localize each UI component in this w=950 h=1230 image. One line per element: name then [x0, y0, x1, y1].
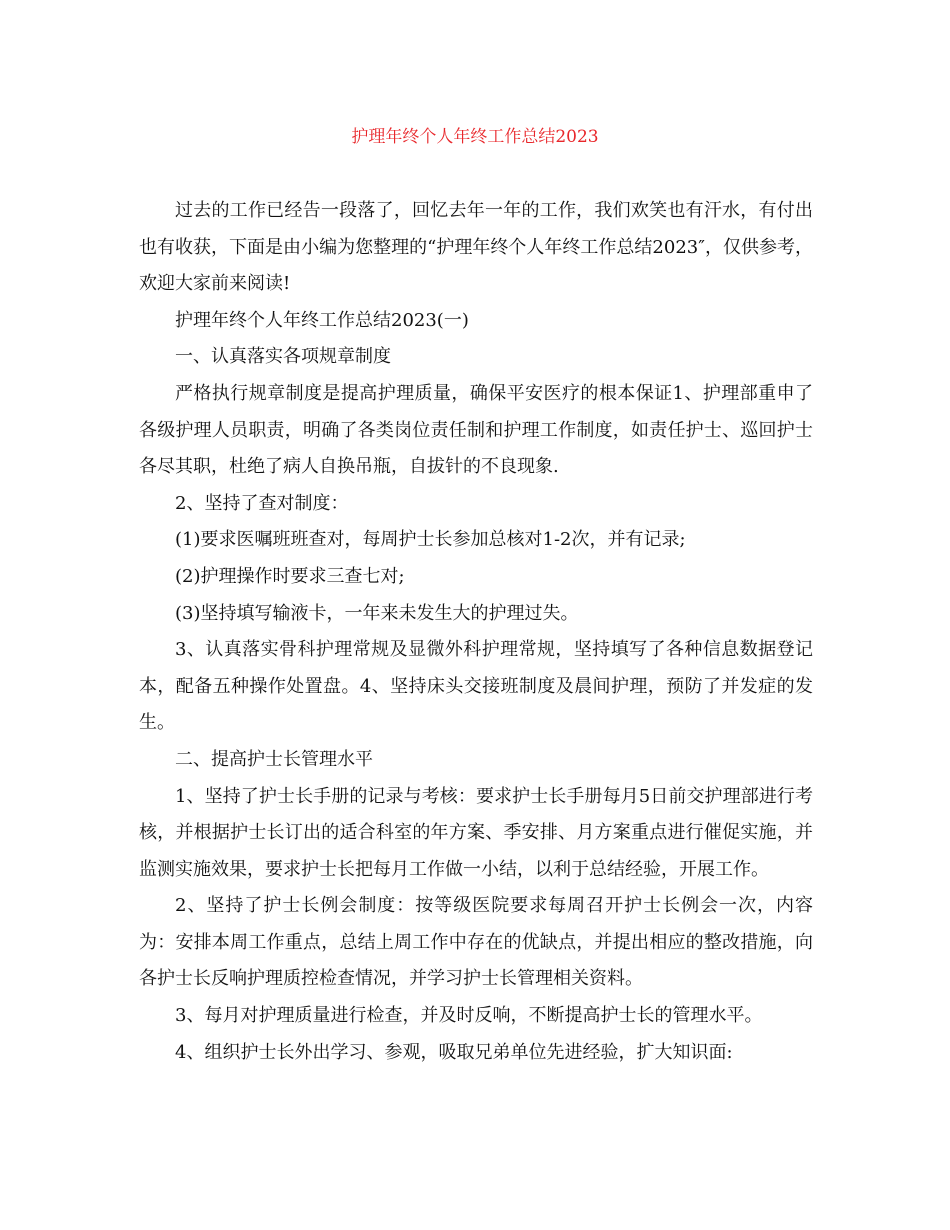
paragraph: 严格执行规章制度是提高护理质量，确保平安医疗的根本保证1、护理部重申了各级护理人员职责，明确了各类岗位责任制和护理工作制度，如责任护士、巡回护士各尽其职，杜绝了病人自换吊瓶，自拔针的不良现象.	[139, 382, 813, 478]
paragraph: (2)护理操作时要求三查七对;	[175, 565, 405, 587]
paragraph: 2、坚持了护士长例会制度：按等级医院要求每周召开护士长例会一次，内容为：安排本周工作重点，总结上周工作中存在的优缺点，并提出相应的整改措施，向各护士长反响护理质控检查情况，并学习护士长管理相关资料。	[139, 895, 813, 990]
paragraph: 4、组织护士长外出学习、参观，吸取兄弟单位先进经验，扩大知识面:	[175, 1041, 733, 1063]
paragraph: 过去的工作已经告一段落了，回忆去年一年的工作，我们欢笑也有汗水，有付出也有收获，下面是由小编为您整理的“护理年终个人年终工作总结2023″，仅供参考，欢迎大家前来阅读!	[139, 200, 813, 295]
document-title: 护理年终个人年终工作总结2023	[351, 127, 599, 147]
document-body	[139, 193, 813, 1071]
paragraph: 3、认真落实骨科护理常规及显微外科护理常规，坚持填写了各种信息数据登记本，配备五种操作处置盘。4、坚持床头交接班制度及晨间护理，预防了并发症的发生。	[139, 639, 813, 734]
paragraph: 二、提高护士长管理水平	[175, 748, 373, 770]
paragraph: 2、坚持了查对制度：	[175, 492, 349, 514]
paragraph: 一、认真落实各项规章制度	[175, 346, 391, 368]
paragraph: 护理年终个人年终工作总结2023(一)	[175, 309, 469, 331]
paragraph: 1、坚持了护士长手册的记录与考核：要求护士长手册每月5日前交护理部进行考核，并根据护士长订出的适合科室的年方案、季安排、月方案重点进行催促实施，并监测实施效果，要求护士长把每月工作做一小结，以利于总结经验，开展工作。	[139, 785, 813, 880]
paragraph: (3)坚持填写输液卡，一年来未发生大的护理过失。	[175, 602, 579, 624]
paragraph: (1)要求医嘱班班查对，每周护士长参加总核对1-2次，并有记录;	[175, 529, 686, 551]
paragraph: 3、每月对护理质量进行检查，并及时反响，不断提高护士长的管理水平。	[175, 1005, 763, 1027]
